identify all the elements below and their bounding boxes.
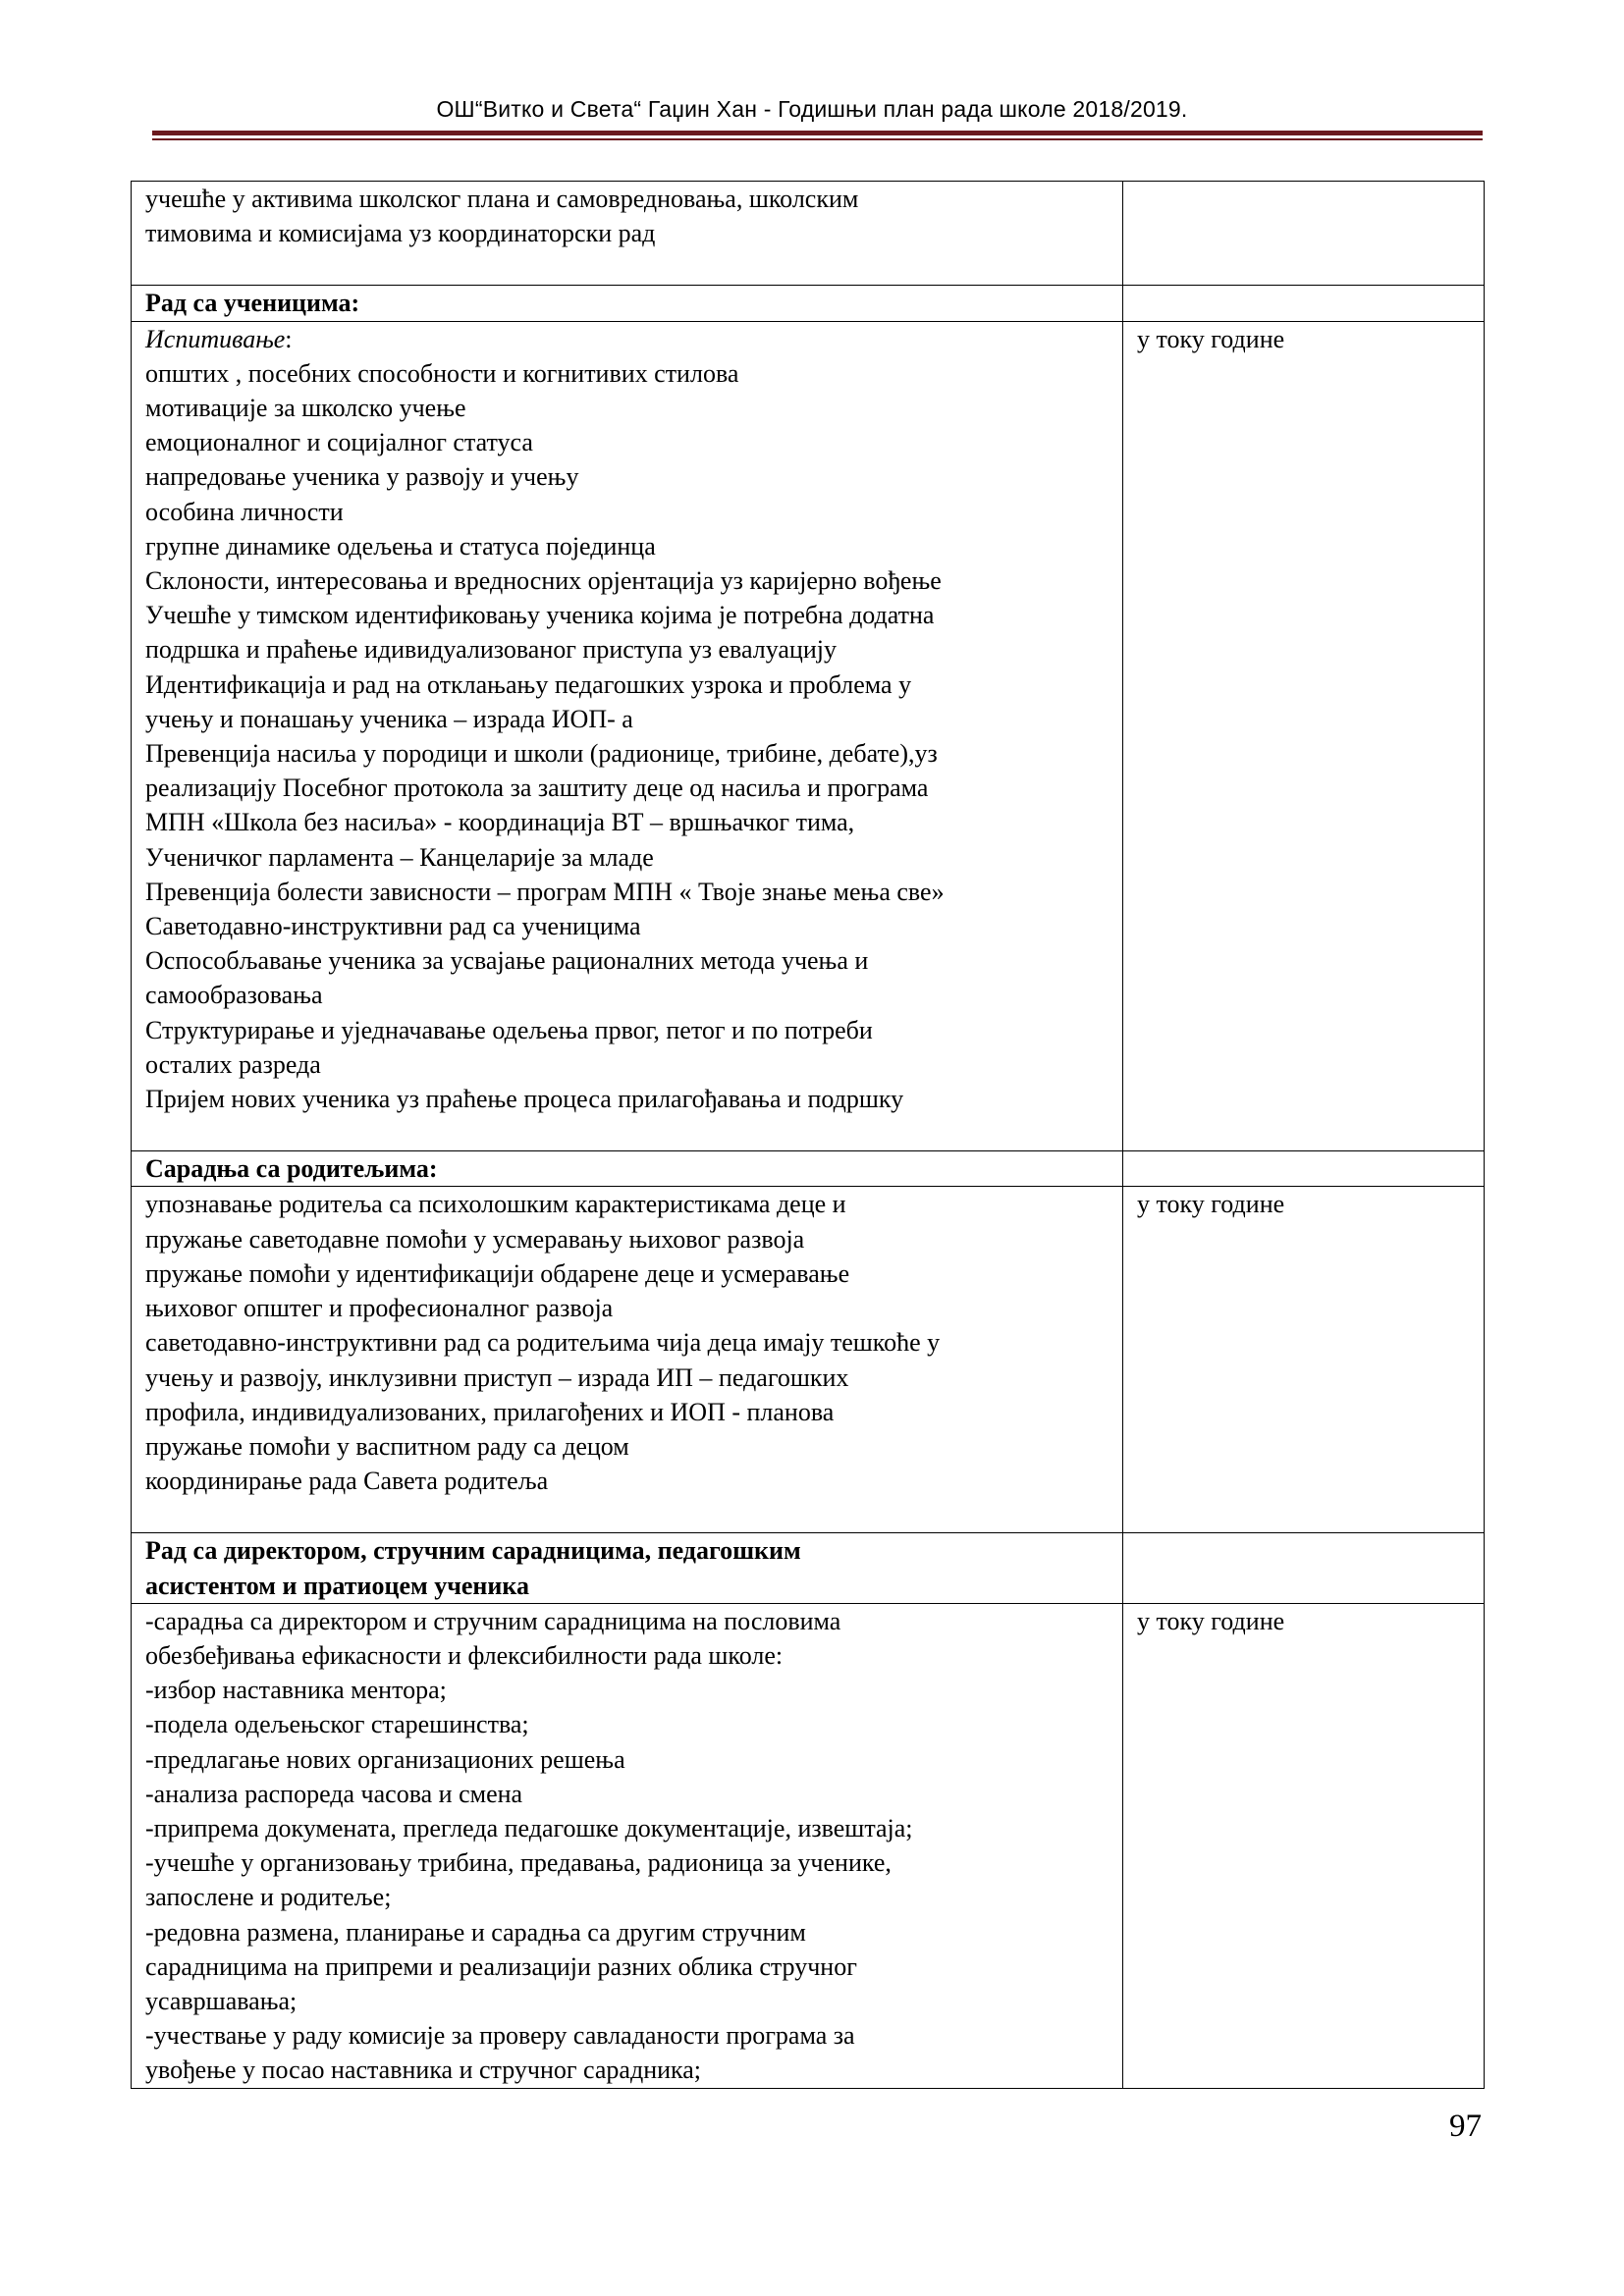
section-title-parents: Сарадња са родитељима: [132,1151,1123,1187]
plan-table [131,181,1485,2089]
activity-line: МПН «Школа без насиља» - координација ВТ – вршњачког тима, [145,808,855,837]
activity-line: учењу и понашању ученика – израда ИОП- а [145,704,633,733]
page-number: 97 [1449,2109,1482,2144]
activity-line: сарадницима на припреми и реализацији разних облика стручног [145,1951,857,1981]
time-cell-empty [1123,1533,1485,1603]
activity-line: усавршавања; [145,1986,298,2015]
activity-line: Учешће у тимском идентификовању ученика којима је потребна додатна [145,601,935,630]
page-header-title: ОШ“Витко и Света“ Гаџин Хан - Годишњи план рада школе 2018/2019. [436,96,1188,122]
activity-line: мотивације за школско учење [145,394,466,423]
section-title-director [132,1533,1123,1603]
activity-cell-students [132,321,1123,1151]
activity-line: обезбеђивања ефикасности и флексибилности рада школе: [145,1640,784,1670]
activity-line: увођење у посао наставника и стручног сарадника; [145,2056,702,2085]
header-divider-thin [152,138,1483,140]
activity-line: координирање рада Савета родитеља [145,1467,549,1496]
time-cell-parents: у току године [1123,1187,1485,1533]
activity-line: Идентификација и рад на отклањању педагошких узрока и проблема у [145,669,912,699]
section-title-line: Рад са директором, стручним сарадницима, педагошким [145,1536,801,1566]
time-cell-students: у току године [1123,321,1485,1151]
time-cell [1123,182,1485,286]
table-row-parents [132,1187,1485,1533]
activity-line: -сарадња са директором и стручним сарадницима на пословима [145,1606,841,1635]
activity-line: Превенција болести зависности – програм МПН « Твоје знање мења све» [145,877,945,906]
time-cell-empty [1123,286,1485,321]
header-divider [152,131,1483,142]
activity-line: Оспособљавање ученика за усвајање рационалних метода учења и [145,946,869,976]
activity-line: подршка и праћење идивидуализованог приступа уз евалуацију [145,635,837,665]
activity-line: пружање помоћи у васпитном раду са децом [145,1431,629,1461]
activity-line: упознавање родитеља са психолошким карактеристикама деце и [145,1190,846,1219]
activity-line: реализацију Посебног протокола за заштиту деце од насиља и програма [145,774,929,803]
section-header-row-parents [132,1151,1485,1187]
header-divider-thick [152,131,1483,135]
activity-line: -избор наставника ментора; [145,1676,447,1705]
activity-line: тимовима и комисијама уз координаторски рад [145,219,656,248]
activity-line: -припрема докумената, прегледа педагошке документације, извештаја; [145,1813,913,1842]
activity-line: профила, индивидуализованих, прилагођених и ИОП - планова [145,1397,835,1426]
activity-line: учешће у активима школског плана и самовредновања, школским [145,185,859,213]
section-title-students: Рад са ученицима: [132,286,1123,321]
activity-line: групне динамике одељења и статуса појединца [145,531,656,561]
activity-line: Саветодавно-инструктивни рад са ученицима [145,912,641,941]
activity-line: емоционалног и социјалног статуса [145,428,533,457]
activity-line: учењу и развоју, инклузивни приступ – израда ИП – педагошких [145,1362,849,1392]
activity-line: -учешће у организовању трибина, предавања, радионица за ученике, [145,1848,892,1878]
table-row-students [132,321,1485,1151]
activity-line: Склоности, интересовања и вредносних орјентација уз каријерно вођење [145,566,942,596]
activity-line: -анализа распореда часова и смена [145,1779,523,1808]
section-header-row-director [132,1533,1485,1603]
section-title-line: асистентом и пратиоцем ученика [145,1571,529,1600]
activity-cell-director [132,1603,1123,2088]
activity-cell [132,182,1123,286]
activity-line: запослене и родитеље; [145,1883,392,1912]
activity-line: Структурирање и уједначавање одељења првог, петог и по потреби [145,1015,873,1044]
activity-line: -подела одељењског старешинства; [145,1710,529,1739]
activity-line: пружање саветодавне помоћи у усмеравању њиховог развоја [145,1224,805,1254]
activity-line: општих , посебних способности и когнитивих стилова [145,358,739,388]
activity-line: напредовање ученика у развоју и учењу [145,462,579,492]
activity-line: Пријем нових ученика уз праћење процеса прилагођавања и подршку [145,1085,904,1114]
activity-line: Ученичког парламента – Канцеларије за младе [145,842,654,872]
activity-line: самообразовања [145,981,323,1010]
activity-line: пружање помоћи у идентификацији обдарене деце и усмеравање [145,1258,850,1288]
activity-line: -учествање у раду комисије за проверу савладаности програма за [145,2021,855,2051]
intro-line [145,322,1112,356]
time-cell-director: у току године [1123,1603,1485,2088]
activity-line: њиховог општег и професионалног развоја [145,1294,614,1323]
activity-cell-parents [132,1187,1123,1533]
activity-line: Превенција насиља у породици и школи (радионице, трибине, дебате),уз [145,739,938,769]
table-row-continuation [132,182,1485,286]
table-row-director [132,1603,1485,2088]
time-cell-empty [1123,1151,1485,1187]
activity-line: особина личности [145,497,344,526]
activity-line: -редовна размена, планирање и сарадња са другим стручним [145,1917,806,1947]
activity-line: саветодавно-инструктивни рад са родитељима чија деца имају тешкоће у [145,1328,941,1358]
activity-line: осталих разреда [145,1049,321,1079]
intro-label: Испитивање [145,324,286,353]
activity-line: -предлагање нових организационих решења [145,1744,625,1774]
section-header-row-students [132,286,1485,321]
intro-colon: : [285,324,293,353]
